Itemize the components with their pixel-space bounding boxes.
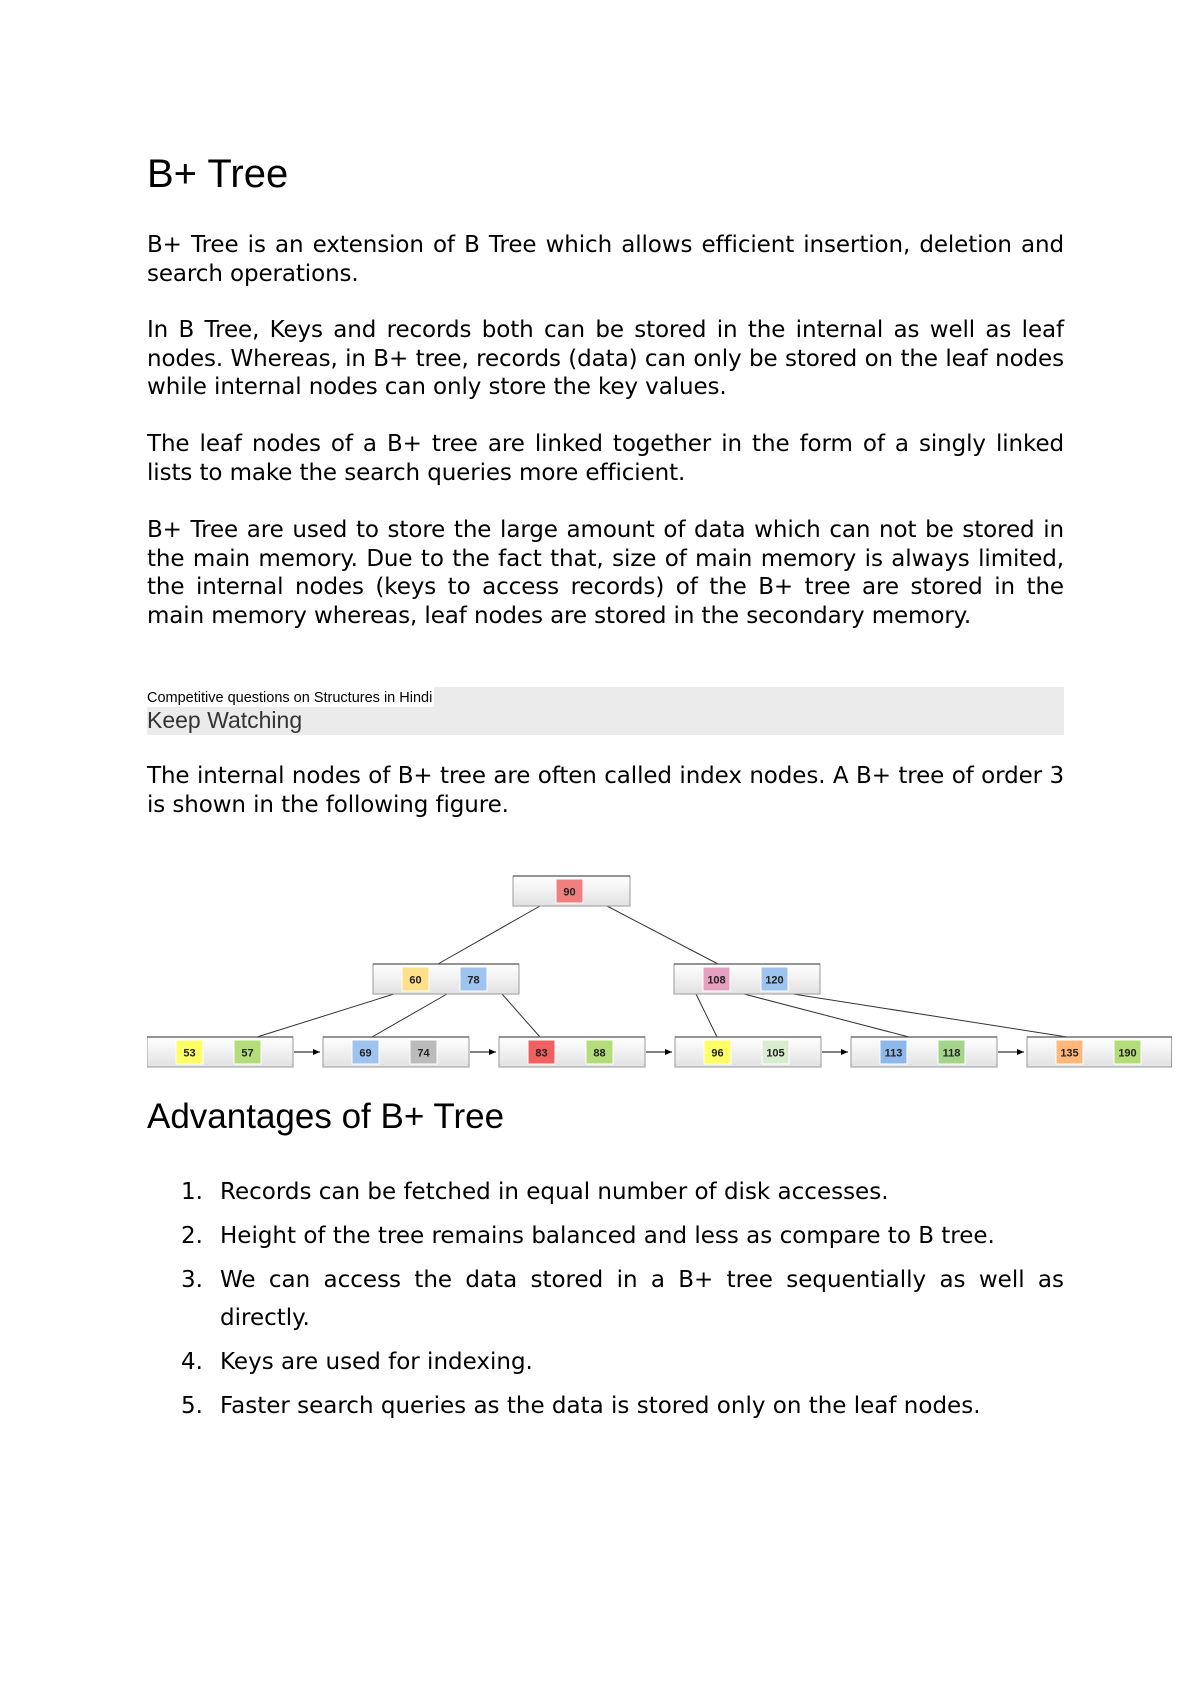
leaf-node <box>1027 1037 1172 1067</box>
list-item <box>147 1173 1064 1211</box>
leaf-node <box>147 1037 293 1067</box>
video-banner[interactable] <box>147 687 1064 735</box>
key-label: 120 <box>765 974 784 987</box>
internal-node <box>674 964 820 994</box>
tree-edge <box>744 994 909 1037</box>
list-item <box>147 1217 1064 1255</box>
leaf-node <box>851 1037 997 1067</box>
key-label: 53 <box>183 1047 196 1060</box>
leaf-node <box>675 1037 821 1067</box>
leaf-node <box>499 1037 645 1067</box>
internal-node <box>373 964 519 994</box>
key-label: 190 <box>1118 1047 1137 1060</box>
tree-edge <box>607 906 718 964</box>
node-box <box>675 1037 821 1067</box>
key-label: 90 <box>563 886 576 899</box>
memory-paragraph: B+ Tree are used to store the large amount of data which can not be stored in the main memory. Due to the fact that, size of main memory is always limited, the internal nodes (keys to access records) of the B+ tree are stored in the main memory whereas, leaf nodes are stored in the secondary memory. <box>147 517 1064 629</box>
list-number: 4. <box>181 1349 203 1375</box>
tree-edge <box>696 994 717 1037</box>
tree-edge <box>438 906 540 964</box>
list-number: 5. <box>181 1393 203 1419</box>
key-label: 83 <box>535 1047 548 1060</box>
root-node <box>513 876 630 906</box>
key-label: 78 <box>467 974 480 987</box>
node-box <box>147 1037 293 1067</box>
index-nodes-paragraph: The internal nodes of B+ tree are often called index nodes. A B+ tree of order 3 is shown in the following figure. <box>147 763 1064 818</box>
advantages-heading: Advantages of B+ Tree <box>147 1097 505 1136</box>
list-number: 2. <box>181 1223 203 1249</box>
node-box <box>1027 1037 1172 1067</box>
key-label: 113 <box>884 1047 903 1060</box>
key-label: 118 <box>942 1047 961 1060</box>
list-text: Keys are used for indexing. <box>220 1349 533 1375</box>
page-title: B+ Tree <box>147 152 289 196</box>
key-label: 88 <box>593 1047 606 1060</box>
linked-leaves-paragraph: The leaf nodes of a B+ tree are linked together in the form of a singly linked lists to make the search queries more efficient. <box>147 431 1064 486</box>
tree-edge <box>793 994 1067 1037</box>
tree-edge <box>257 994 394 1037</box>
node-box <box>323 1037 469 1067</box>
node-box <box>373 964 519 994</box>
key-label: 96 <box>711 1047 724 1060</box>
node-box <box>499 1037 645 1067</box>
key-label: 74 <box>417 1047 430 1060</box>
video-caption: Competitive questions on Structures in Hindi <box>147 687 434 707</box>
advantages-list <box>147 1173 1064 1431</box>
bplus-tree-diagram <box>147 870 1172 1070</box>
key-label: 135 <box>1060 1047 1079 1060</box>
list-item <box>147 1343 1064 1381</box>
key-label: 69 <box>359 1047 372 1060</box>
tree-edge <box>372 994 447 1037</box>
key-label: 57 <box>241 1047 254 1060</box>
list-item <box>147 1261 1064 1337</box>
list-item <box>147 1387 1064 1425</box>
list-text: Faster search queries as the data is stored only on the leaf nodes. <box>220 1393 981 1419</box>
key-label: 60 <box>409 974 422 987</box>
list-text: Height of the tree remains balanced and less as compare to B tree. <box>220 1223 995 1249</box>
bplus-tree-svg <box>147 870 1172 1070</box>
tree-edge <box>502 994 540 1037</box>
keep-watching-link[interactable]: Keep Watching <box>147 707 303 733</box>
list-number: 1. <box>181 1179 203 1205</box>
key-label: 105 <box>766 1047 785 1060</box>
list-number: 3. <box>181 1267 203 1293</box>
list-text: We can access the data stored in a B+ tree sequentially as well as directly. <box>220 1267 1064 1331</box>
storage-paragraph: In B Tree, Keys and records both can be stored in the internal as well as leaf nodes. Whereas, in B+ tree, records (data) can only be stored on the leaf nodes while internal nodes can only store the key values. <box>147 317 1064 400</box>
node-box <box>851 1037 997 1067</box>
key-label: 108 <box>707 974 726 987</box>
intro-paragraph: B+ Tree is an extension of B Tree which allows efficient insertion, deletion and search operations. <box>147 232 1064 287</box>
node-box <box>674 964 820 994</box>
leaf-node <box>323 1037 469 1067</box>
list-text: Records can be fetched in equal number of disk accesses. <box>220 1179 889 1205</box>
